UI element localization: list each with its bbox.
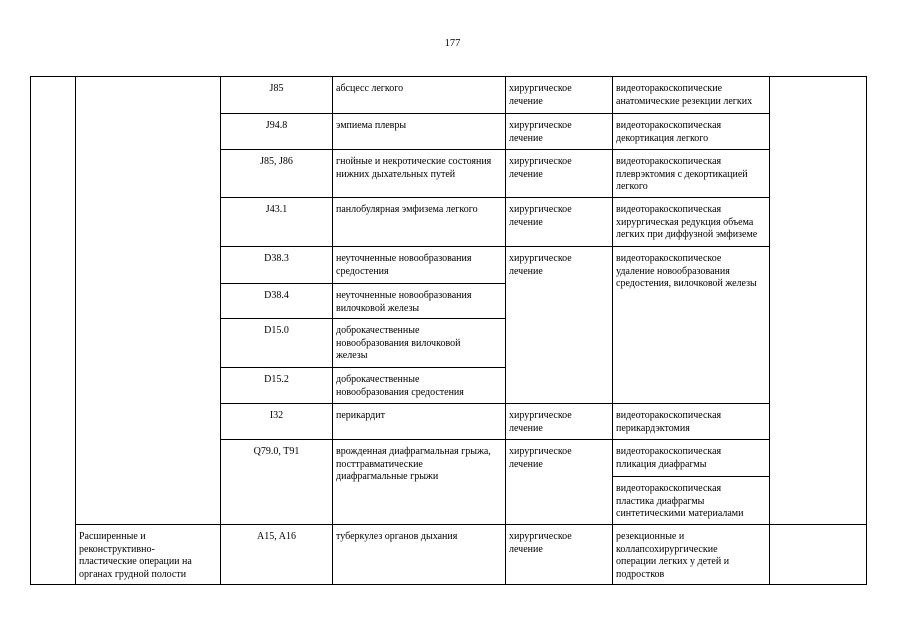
disease-cell: панлобулярная эмфизема легкого — [333, 198, 506, 247]
diagnosis-code-cell: Q79.0, T91 — [221, 440, 333, 525]
treatment-method-cell: видеоторакоскопическое удаление новообразования средостения, вилочковой железы — [613, 247, 770, 404]
page-number: 177 — [444, 38, 461, 49]
empty-number-cell — [31, 77, 76, 585]
treatment-type-cell: хирургическое лечение — [506, 198, 613, 247]
diagnosis-code-cell: J94.8 — [221, 114, 333, 150]
treatment-type-cell: хирургическое лечение — [506, 404, 613, 440]
diagnosis-code-cell: D38.4 — [221, 284, 333, 319]
treatment-method-cell: видеоторакоскопическая хирургическая редукция объема легких при диффузной эмфиземе — [613, 198, 770, 247]
treatment-type-cell: хирургическое лечение — [506, 114, 613, 150]
disease-cell: туберкулез органов дыхания — [333, 525, 506, 585]
disease-cell: врожденная диафрагмальная грыжа, посттравматические диафрагмальные грыжи — [333, 440, 506, 525]
treatment-method-cell: видеоторакоскопические анатомические резекции легких — [613, 77, 770, 114]
treatment-method-cell: резекционные и коллапсохирургические операции легких у детей и подростков — [613, 525, 770, 585]
empty-group-cell — [76, 77, 221, 525]
disease-cell: неуточненные новообразования средостения — [333, 247, 506, 284]
empty-right-cell — [770, 525, 867, 585]
table-row — [31, 525, 867, 585]
treatment-method-cell: видеоторакоскопическая пликация диафрагмы — [613, 440, 770, 477]
treatment-type-cell: хирургическое лечение — [506, 150, 613, 198]
disease-cell: гнойные и некротические состояния нижних дыхательных путей — [333, 150, 506, 198]
empty-right-cell — [770, 77, 867, 525]
diagnosis-code-cell: J85, J86 — [221, 150, 333, 198]
procedure-group-cell: Расширенные и реконструктивно- пластические операции на органах грудной полости — [76, 525, 221, 585]
treatment-method-cell: видеоторакоскопическая пластика диафрагмы синтетическими материалами — [613, 477, 770, 525]
treatment-method-cell: видеоторакоскопическая плеврэктомия с декортикацией легкого — [613, 150, 770, 198]
disease-cell: доброкачественные новообразования средостения — [333, 368, 506, 404]
medical-procedures-table — [30, 76, 867, 585]
diagnosis-code-cell: I32 — [221, 404, 333, 440]
treatment-type-cell: хирургическое лечение — [506, 247, 613, 404]
table-row — [31, 77, 867, 114]
disease-cell: неуточненные новообразования вилочковой железы — [333, 284, 506, 319]
diagnosis-code-cell: D15.2 — [221, 368, 333, 404]
diagnosis-code-cell: A15, A16 — [221, 525, 333, 585]
diagnosis-code-cell: D15.0 — [221, 319, 333, 368]
diagnosis-code-cell: J85 — [221, 77, 333, 114]
treatment-type-cell: хирургическое лечение — [506, 440, 613, 525]
treatment-type-cell: хирургическое лечение — [506, 525, 613, 585]
disease-cell: абсцесс легкого — [333, 77, 506, 114]
disease-cell: перикардит — [333, 404, 506, 440]
treatment-type-cell: хирургическое лечение — [506, 77, 613, 114]
treatment-method-cell: видеоторакоскопическая декортикация легкого — [613, 114, 770, 150]
disease-cell: доброкачественные новообразования вилочковой железы — [333, 319, 506, 368]
diagnosis-code-cell: D38.3 — [221, 247, 333, 284]
treatment-method-cell: видеоторакоскопическая перикардэктомия — [613, 404, 770, 440]
diagnosis-code-cell: J43.1 — [221, 198, 333, 247]
disease-cell: эмпиема плевры — [333, 114, 506, 150]
